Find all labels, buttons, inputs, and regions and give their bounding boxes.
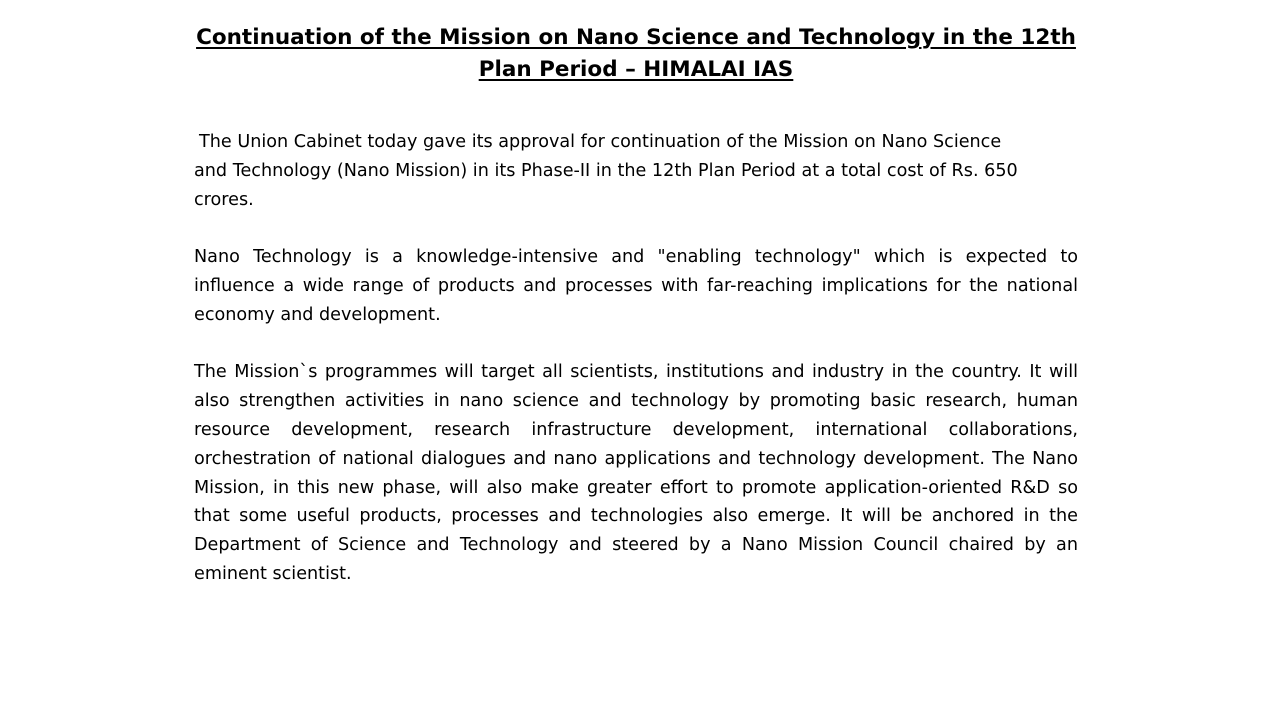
paragraph-nano-technology: Nano Technology is a knowledge-intensive and "enabling technology" which is expected to influence a wide range of products and processes with far-reaching implications for the national economy and development. xyxy=(194,247,1078,325)
document-title: Continuation of the Mission on Nano Science and Technology in the 12th Plan Period – HIMALAI IAS xyxy=(196,25,1076,82)
paragraph-cabinet-approval: The Union Cabinet today gave its approval for continuation of the Mission on Nano Science and Technology (Nano Mission) in its Phase-II in the 12th Plan Period at a total cost of Rs. 650 crores. xyxy=(194,132,1018,210)
paragraph-mission-programmes: The Mission`s programmes will target all scientists, institutions and industry in the country. It will also strengthen activities in nano science and technology by promoting basic research, human resource development, research infrastructure development, international collaborations, orchestration of national dialogues and nano applications and technology development. The Nano Mission, in this new phase, will also make greater effort to promote application-oriented R&D so that some useful products, processes and technologies also emerge. It will be anchored in the Department of Science and Technology and steered by a Nano Mission Council chaired by an eminent scientist. xyxy=(194,362,1078,584)
document-page xyxy=(194,22,1078,589)
